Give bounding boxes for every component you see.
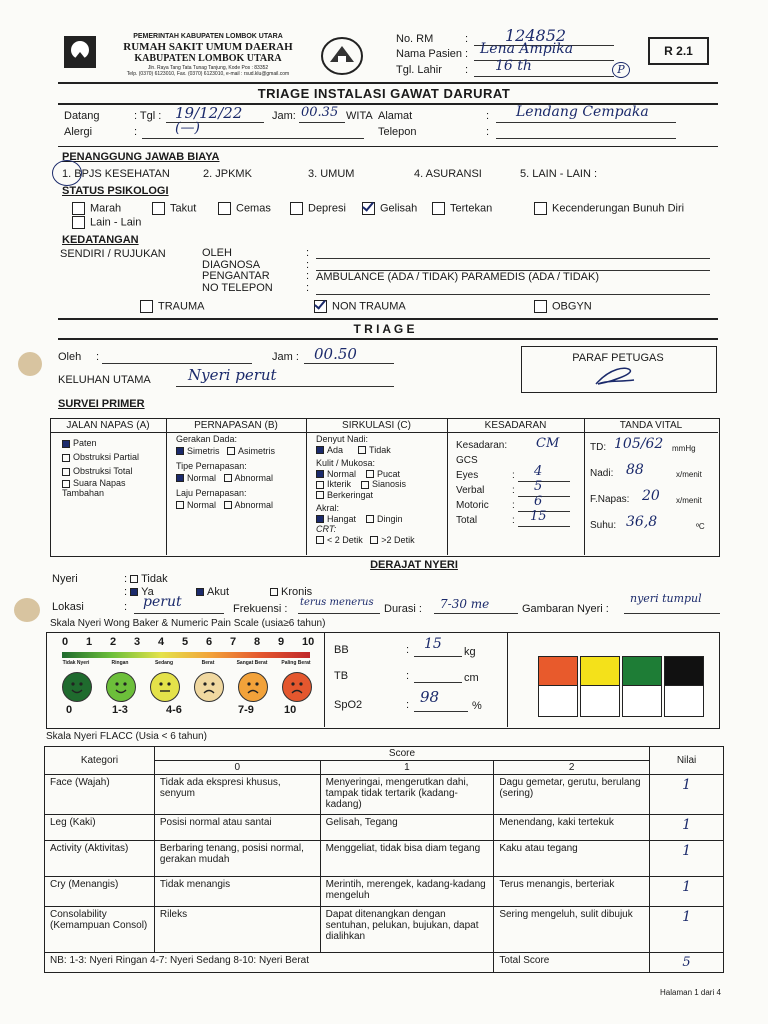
tipe-pernapasan-label: Tipe Pernapasan: — [176, 461, 247, 471]
pain-category-label: Ringan — [111, 660, 129, 666]
checkbox-icon[interactable] — [432, 202, 445, 215]
pain-category-label: Tidak Nyeri — [62, 660, 90, 666]
pengantar-text: AMBULANCE (ADA / TIDAK) PARAMEDIS (ADA / TIDAK) — [316, 271, 600, 283]
td-value[interactable]: 105/62 — [614, 436, 664, 452]
flacc-nilai[interactable]: 1 — [650, 775, 724, 815]
flacc-kategori: Activity (Aktivitas) — [45, 841, 155, 877]
pain-face-icon[interactable] — [238, 672, 268, 702]
jalan-napas-paten[interactable]: Paten — [62, 436, 157, 450]
frekuensi-value[interactable]: terus menerus — [300, 597, 374, 608]
flacc-s0: Tidak menangis — [154, 877, 320, 907]
hospital-region: KABUPATEN LOMBOK UTARA — [134, 53, 282, 64]
pain-face-icon[interactable] — [282, 672, 312, 702]
psikologi-lain[interactable]: Lain - Lain — [72, 216, 141, 229]
regency-logo — [62, 34, 98, 70]
flacc-s1: Gelisah, Tegang — [320, 815, 494, 841]
tipe-normal[interactable]: Normal — [176, 473, 216, 483]
page-footer: Halaman 1 dari 4 — [660, 988, 721, 997]
checkbox-icon[interactable] — [152, 202, 165, 215]
checkbox-icon[interactable] — [534, 300, 547, 313]
flacc-s0: Tidak ada ekspresi khusus, senyum — [154, 775, 320, 815]
spo2-value[interactable]: 98 — [420, 688, 440, 706]
checkbox-checked-icon[interactable] — [362, 202, 375, 215]
checkbox-icon[interactable] — [366, 470, 374, 478]
no-telepon-label: NO TELEPON — [202, 281, 273, 294]
checkbox-icon[interactable] — [62, 468, 70, 476]
checkbox-icon[interactable] — [361, 481, 369, 489]
checkbox-checked-icon[interactable] — [316, 446, 324, 454]
verbal-value[interactable]: 5 — [534, 479, 543, 494]
gambaran-label: Gambaran Nyeri : — [522, 603, 609, 615]
pain-category-row — [54, 660, 320, 670]
form-code: R 2.1 — [648, 37, 709, 65]
flacc-head-score: Score — [154, 747, 649, 761]
case-trauma[interactable]: TRAUMA — [140, 300, 204, 313]
pain-face-icon[interactable] — [194, 672, 224, 702]
flacc-score-0: 0 — [154, 761, 320, 775]
triage-color-empty-cell[interactable] — [622, 685, 662, 717]
pain-scale-title: Skala Nyeri Wong Baker & Numeric Pain Scale (usia≥6 tahun) — [50, 618, 326, 629]
checkbox-checked-icon[interactable] — [176, 447, 184, 455]
flacc-total-label: Total Score — [494, 953, 650, 973]
punch-hole — [14, 598, 40, 622]
pain-faces-row — [54, 672, 320, 704]
penanggung-option-jpkmk[interactable]: 2. JPKMK — [203, 168, 252, 180]
datang-label: Datang — [64, 110, 100, 122]
psikologi-cemas[interactable]: Cemas — [218, 202, 271, 215]
flacc-score-2: 2 — [494, 761, 650, 775]
checkbox-checked-icon[interactable] — [316, 470, 324, 478]
triage-form-page: PEMERINTAH KABUPATEN LOMBOK UTARA RUMAH SAKIT UMUM DAERAH KABUPATEN LOMBOK UTARA Jln. Raya Tang Tata Tunag Tanjung, Kode Pos : 83352 Telp. (0370) 6123010, Fax. (0370) 6123010, e-mail : rsud.klu@gmail.com No. RM : 124852 Nama Pasien : Lena Ampika Tgl. Lahir : 16 th P R 2.1 TRIAGE INSTALASI GAWAT DARURAT Datang : Tgl : 19/12/22 Jam: 00.35 WITA Alamat : Lendang Cempaka Alergi : (—) Telepon : PENANGGUNG JAWAB BIAYA 1. BPJS KESEHATAN 2. JPKMK 3. UMUM 4. ASURANSI 5. LAIN - LAIN : STATUS PSIKOLOGI Marah Takut Cemas Depresi Gelisah Tertekan Kecenderungan Bunuh Diri Lain - Lain KEDATANGAN SENDIRI / RUJUKAN OLEH DIAGNOSA PENGANTAR NO TELEPON : : : : AMBULANCE (ADA / TIDAK) PARAMEDIS (ADA / TIDAK) TRAUMA NON TRAUMA OBGYN T R I A G E Oleh : Jam : 00.50 KELUHAN UTAMA Nyeri perut PARAF PETUGAS SURVEI PRIMER JALAN NAPAS (A) PERNAPASAN (B) SIRKULASI (C) KESADARAN TANDA VITAL Paten Obstruksi Partial Obstruksi Total Suara Napas Tambahan Gerakan Dada: Simetris Asimetris Tipe Pernapasan: Normal Abnormal Laju Pernapasan: Normal Abnormal Denyut Nadi: Ada Tidak Kulit / Mukosa: Normal Pucat Ikterik Sianosis Berkeringat Akral: Hangat Dingin CRT: < 2 Detik >2 Detik Kesadaran: CM GCS Eyes : 4 Verbal : 5 Motoric : 6 Total : 15 TD: 105/62 mmHg Nadi: 88 x/menit F.Napas: 20 x/menit Suhu: 36,8 ºC DERAJAT NYERI Nyeri : Tidak : Ya Akut Kronis Lokasi : perut Frekuensi : terus menerus Durasi : 7-30 me Gambaran Nyeri : nyeri tumpul Skala Nyeri Wong Baker & Numeric Pain Scale (usia≥6 tahun) 0 1 2 3 4 5 6 7 8 9 10 Tidak Nyeri Ringan Sedang Berat Sangat Berat Paling Berat 0 1-3 4-6 7-9 10 BB : 15 kg TB : cm SpO2 : 98 % Skala Nyeri FLACC (Usia < 6 tahun) Kategori Score Nilai 0 1 2 Face (Wajah) Tidak ada ekspresi khusus, senyum Menyeringai, mengerutkan dahi, tampak tidak tertarik (kadang-kadang) Dagu gemetar, gerutu, berulang (sering) 1 Leg (Kaki) Posisi normal atau santai Gelisah, Tegang Menendang, kaki tertekuk 1 Activity (Aktivitas) Berbaring tenang, posisi normal, gerakan mudah Menggeliat, tidak bisa diam tegang Kaku atau tegang 1 Cry (Menangis) Tidak menangis Merintih, merengek, kadang-kadang mengeluh Terus menangis, berteriak 1 Consolability (Kemampuan Consol) Rileks Dapat ditenangkan dengan sentuhan, pelukan, bujukan, dapat dialihkan Sering mengeluh, sulit dibujuk 1 NB: 1-3: Nyeri Ringan 4-7: Nyeri Sedang 8-10: Nyeri Berat Total Score 5 Halaman 1 dari 4 — [0, 0, 768, 1024]
checkbox-checked-icon[interactable] — [130, 588, 138, 596]
alamat-label: Alamat — [378, 110, 413, 122]
tipe-abnormal[interactable]: Abnormal — [224, 473, 274, 483]
checkbox-icon[interactable] — [534, 202, 547, 215]
flacc-nilai[interactable]: 1 — [650, 907, 724, 953]
triage-heading: T R I A G E — [353, 322, 415, 336]
gambaran-value[interactable]: nyeri tumpul — [630, 592, 702, 605]
psikologi-bunuh-diri[interactable]: Kecenderungan Bunuh Diri — [534, 202, 684, 215]
checkbox-icon[interactable] — [366, 515, 374, 523]
pain-range-label: 10 — [284, 704, 297, 716]
pain-number[interactable]: 8 — [254, 636, 261, 648]
psikologi-marah[interactable]: Marah — [72, 202, 121, 215]
jam-triage-label: Jam : — [272, 351, 299, 363]
col-kesadaran: KESADARAN — [484, 420, 547, 431]
nama-pasien-value[interactable]: Lena Ampika — [480, 41, 574, 57]
flacc-kategori: Cry (Menangis) — [45, 877, 155, 907]
pain-number-scale — [62, 636, 315, 650]
kulit-ikterik[interactable]: Ikterik — [316, 479, 351, 489]
pain-face-icon[interactable] — [62, 672, 92, 702]
flacc-s0: Posisi normal atau santai — [154, 815, 320, 841]
kulit-berkeringat[interactable]: Berkeringat — [316, 490, 444, 501]
checkbox-checked-icon[interactable] — [176, 474, 184, 482]
frekuensi-label: Frekuensi : — [233, 603, 288, 615]
col-pernapasan: PERNAPASAN (B) — [194, 420, 278, 431]
checkbox-checked-icon[interactable] — [196, 588, 204, 596]
kulit-label: Kulit / Mukosa: — [316, 458, 376, 468]
pain-face-icon[interactable] — [150, 672, 180, 702]
spo2-label: SpO2 — [334, 699, 363, 711]
checkbox-icon[interactable] — [270, 588, 278, 596]
flacc-s2: Kaku atau tegang — [494, 841, 650, 877]
pain-number[interactable]: 4 — [158, 636, 165, 648]
checkbox-icon[interactable] — [130, 575, 138, 583]
sex-value[interactable]: P — [612, 62, 630, 78]
kedatangan-heading: KEDATANGAN — [62, 234, 139, 246]
durasi-value[interactable]: 7-30 me — [440, 597, 490, 611]
checkbox-icon[interactable] — [72, 202, 85, 215]
triage-color-cell[interactable] — [622, 656, 662, 686]
survei-heading: SURVEI PRIMER — [58, 398, 145, 410]
table-row — [45, 907, 724, 953]
nyeri-kronis[interactable]: Kronis — [281, 586, 313, 598]
penanggung-option-bpjs[interactable]: 1. BPJS KESEHATAN — [62, 168, 170, 180]
checkbox-icon[interactable] — [62, 454, 70, 462]
triage-color-cell[interactable] — [538, 656, 578, 686]
table-row — [45, 841, 724, 877]
akral-label: Akral: — [316, 503, 340, 513]
nadi-row: Nadi: 88 x/menit — [590, 462, 702, 479]
oleh-triage-label: Oleh — [58, 351, 82, 363]
sendiri-rujukan[interactable]: SENDIRI / RUJUKAN — [60, 248, 166, 260]
alamat-value[interactable]: Lendang Cempaka — [516, 104, 649, 120]
checkbox-icon[interactable] — [218, 202, 231, 215]
nyeri-tidak[interactable]: Tidak — [141, 573, 168, 585]
psikologi-gelisah[interactable]: Gelisah — [362, 202, 417, 215]
bb-value[interactable]: 15 — [424, 636, 442, 652]
verbal-row: Verbal : 5 — [456, 485, 580, 500]
oleh-label: OLEH — [202, 247, 232, 259]
pain-range-label: 1-3 — [112, 704, 128, 716]
denyut-nadi-label: Denyut Nadi: — [316, 434, 369, 444]
jam-datang-value[interactable]: 00.35 — [301, 105, 339, 120]
flacc-score-1: 1 — [320, 761, 494, 775]
checkbox-icon[interactable] — [316, 536, 324, 544]
napas-unit: x/menit — [676, 496, 702, 505]
checkbox-icon[interactable] — [358, 446, 366, 454]
pain-number[interactable]: 2 — [110, 636, 117, 648]
checkbox-icon[interactable] — [227, 447, 235, 455]
case-non-trauma[interactable]: NON TRAUMA — [314, 300, 406, 313]
lokasi-value[interactable]: perut — [143, 594, 182, 610]
napas-value[interactable]: 20 — [642, 488, 660, 504]
nadi-ada[interactable]: Ada — [316, 445, 343, 455]
triage-color-grid — [538, 656, 706, 716]
pain-number[interactable]: 7 — [230, 636, 237, 648]
suhu-value[interactable]: 36,8 — [626, 514, 658, 530]
flacc-s1: Menyeringai, mengerutkan dahi, tampak tidak tertarik (kadang-kadang) — [320, 775, 494, 815]
kulit-normal[interactable]: Normal — [316, 469, 356, 479]
flacc-s2: Menendang, kaki tertekuk — [494, 815, 650, 841]
crt-lebih-2[interactable]: >2 Detik — [370, 535, 414, 545]
hospital-address: Jln. Raya Tang Tata Tunag Tanjung, Kode Pos : 83352 — [147, 65, 269, 71]
nyeri-akut[interactable]: Akut — [207, 586, 230, 598]
keluhan-label: KELUHAN UTAMA — [58, 374, 151, 386]
checkbox-icon[interactable] — [224, 474, 232, 482]
triage-color-empty-cell[interactable] — [664, 685, 704, 717]
table-row — [45, 953, 724, 973]
punch-hole — [18, 352, 42, 376]
hospital-contact: Telp. (0370) 6123010, Fax. (0370) 6123010, e-mail : rsud.klu@gmail.com — [126, 71, 290, 77]
jalan-napas-obstruksi-total[interactable]: Obstruksi Total — [62, 464, 157, 478]
telepon-label: Telepon — [378, 126, 417, 138]
signature-mark-icon — [590, 362, 640, 393]
table-row — [45, 877, 724, 907]
flacc-s1: Menggeliat, tidak bisa diam tegang — [320, 841, 494, 877]
checkbox-icon[interactable] — [290, 202, 303, 215]
gerakan-dada-label: Gerakan Dada: — [176, 434, 238, 444]
jam-triage-value[interactable]: 00.50 — [314, 345, 357, 363]
flacc-kategori: Leg (Kaki) — [45, 815, 155, 841]
tgl-datang-value[interactable]: 19/12/22 — [175, 104, 243, 122]
flacc-kategori: Consolability (Kemampuan Consol) — [45, 907, 155, 953]
nadi-value[interactable]: 88 — [626, 462, 644, 478]
pain-gradient-bar — [62, 652, 310, 658]
triage-color-cell[interactable] — [580, 656, 620, 686]
pain-category-label: Paling Berat — [281, 660, 311, 666]
spo2-unit: % — [472, 700, 482, 712]
flacc-head-kategori: Kategori — [45, 747, 155, 775]
checkbox-icon[interactable] — [316, 481, 324, 489]
psikologi-heading: STATUS PSIKOLOGI — [62, 185, 169, 197]
checkbox-icon[interactable] — [224, 501, 232, 509]
suhu-unit: ºC — [696, 522, 705, 531]
pain-range-label: 4-6 — [166, 704, 182, 716]
pain-number[interactable]: 10 — [302, 636, 315, 648]
suhu-row: Suhu: 36,8 ºC — [590, 514, 705, 531]
flacc-head-nilai: Nilai — [650, 747, 724, 775]
table-row — [45, 775, 724, 815]
checkbox-icon[interactable] — [140, 300, 153, 313]
table-row — [45, 815, 724, 841]
gerakan-simetris[interactable]: Simetris — [176, 446, 220, 456]
flacc-s2: Terus menangis, berteriak — [494, 877, 650, 907]
checkbox-icon[interactable] — [72, 216, 85, 229]
penanggung-heading: PENANGGUNG JAWAB BIAYA — [62, 151, 220, 163]
kesadaran-row: Kesadaran: CM — [456, 436, 560, 451]
col-jalan-napas: JALAN NAPAS (A) — [66, 420, 150, 431]
psikologi-tertekan[interactable]: Tertekan — [432, 202, 492, 215]
checkbox-icon[interactable] — [370, 536, 378, 544]
akral-dingin[interactable]: Dingin — [366, 514, 403, 524]
kulit-pucat[interactable]: Pucat — [366, 469, 400, 479]
laju-normal[interactable]: Normal — [176, 500, 216, 510]
motoric-value[interactable]: 6 — [534, 494, 543, 509]
psikologi-takut[interactable]: Takut — [152, 202, 196, 215]
flacc-s2: Dagu gemetar, gerutu, berulang (sering) — [494, 775, 650, 815]
tgl-label: : Tgl : — [134, 110, 162, 122]
laju-abnormal[interactable]: Abnormal — [224, 500, 274, 510]
pain-number[interactable]: 6 — [206, 636, 213, 648]
pain-number[interactable]: 3 — [134, 636, 141, 648]
flacc-s0: Berbaring tenang, posisi normal, gerakan mudah — [154, 841, 320, 877]
col-sirkulasi: SIRKULASI (C) — [342, 420, 411, 431]
penanggung-option-asuransi[interactable]: 4. ASURANSI — [414, 168, 482, 180]
alergi-label: Alergi — [64, 126, 93, 138]
motoric-row: Motoric : 6 — [456, 500, 580, 515]
pain-category-label: Sangat Berat — [236, 660, 268, 666]
laju-pernapasan-label: Laju Pernapasan: — [176, 488, 247, 498]
jalan-napas-suara-tambahan[interactable]: Suara Napas Tambahan — [62, 478, 126, 498]
flacc-s2: Sering mengeluh, sulit dibujuk — [494, 907, 650, 953]
no-rm-label: No. RM — [396, 33, 434, 45]
tb-unit: cm — [464, 672, 479, 684]
alergi-value[interactable]: (—) — [175, 120, 200, 136]
checkbox-checked-icon[interactable] — [62, 440, 70, 448]
gcs-row: GCS — [456, 455, 478, 466]
gov-name: PEMERINTAH KABUPATEN LOMBOK UTARA — [133, 33, 283, 40]
bb-unit: kg — [464, 646, 476, 658]
total-gcs-value[interactable]: 15 — [530, 509, 547, 524]
pain-number[interactable]: 0 — [62, 636, 69, 648]
pain-category-label: Sedang — [154, 660, 174, 666]
form-title: TRIAGE INSTALASI GAWAT DARURAT — [257, 86, 511, 101]
hospital-emblem — [320, 36, 364, 76]
flacc-nilai[interactable]: 1 — [650, 877, 724, 907]
no-rm-value[interactable]: 124852 — [505, 26, 567, 45]
checkbox-icon[interactable] — [176, 501, 184, 509]
flacc-total-value[interactable]: 5 — [650, 953, 724, 973]
flacc-title: Skala Nyeri FLACC (Usia < 6 tahun) — [46, 731, 207, 742]
bpjs-selected-circle — [52, 160, 82, 186]
diagnosa-label: DIAGNOSA — [202, 258, 261, 271]
td-unit: mmHg — [672, 444, 696, 453]
checkbox-checked-icon[interactable] — [316, 515, 324, 523]
checkbox-checked-icon[interactable] — [314, 300, 327, 313]
crt-kurang-2[interactable]: < 2 Detik — [316, 535, 363, 545]
nyeri-ya[interactable]: Ya — [141, 586, 154, 598]
tgl-lahir-label: Tgl. Lahir — [396, 64, 442, 76]
tb-label: TB — [334, 670, 349, 682]
paraf-label: PARAF PETUGAS — [572, 352, 664, 364]
nyeri-heading: DERAJAT NYERI — [370, 559, 458, 571]
td-row: TD: 105/62 mmHg — [590, 436, 696, 453]
penanggung-option-lain[interactable]: 5. LAIN - LAIN : — [520, 168, 598, 180]
flacc-nilai[interactable]: 1 — [650, 841, 724, 877]
eyes-value[interactable]: 4 — [534, 464, 543, 479]
checkbox-icon[interactable] — [316, 491, 324, 499]
checkbox-icon[interactable] — [62, 480, 70, 488]
wita-label: WITA — [346, 110, 373, 122]
jalan-napas-obstruksi-partial[interactable]: Obstruksi Partial — [62, 450, 157, 464]
pain-range-row — [54, 704, 320, 718]
pain-number[interactable]: 9 — [278, 636, 285, 648]
pengantar-label: PENGANTAR — [202, 270, 270, 282]
case-obgyn[interactable]: OBGYN — [534, 300, 592, 313]
pain-category-label: Berat — [201, 660, 215, 666]
keluhan-value[interactable]: Nyeri perut — [188, 366, 277, 384]
flacc-s1: Merintih, merengek, kadang-kadang mengeluh — [320, 877, 494, 907]
kulit-sianosis[interactable]: Sianosis — [361, 479, 406, 489]
flacc-s0: Rileks — [154, 907, 320, 953]
nadi-tidak[interactable]: Tidak — [358, 445, 391, 455]
total-gcs-row: Total : 15 — [456, 515, 580, 530]
kesadaran-value[interactable]: CM — [536, 436, 560, 451]
penanggung-option-umum[interactable]: 3. UMUM — [308, 168, 355, 180]
bb-label: BB — [334, 644, 349, 656]
akral-hangat[interactable]: Hangat — [316, 514, 356, 524]
pain-range-label: 0 — [66, 704, 73, 716]
flacc-kategori: Face (Wajah) — [45, 775, 155, 815]
nama-pasien-label: Nama Pasien — [396, 48, 463, 60]
durasi-label: Durasi : — [384, 603, 422, 615]
hospital-name: RUMAH SAKIT UMUM DAERAH — [123, 41, 293, 53]
eyes-row: Eyes : 4 — [456, 470, 580, 485]
triage-color-cell[interactable] — [664, 656, 704, 686]
col-tanda-vital: TANDA VITAL — [619, 420, 683, 431]
crt-label: CRT: — [316, 524, 337, 534]
pain-number[interactable]: 5 — [182, 636, 189, 648]
jam-label: Jam: — [272, 110, 296, 122]
pain-number[interactable]: 1 — [86, 636, 93, 648]
pain-face-icon[interactable] — [106, 672, 136, 702]
triage-color-empty-cell[interactable] — [580, 685, 620, 717]
nadi-unit: x/menit — [676, 470, 702, 479]
tgl-lahir-value[interactable]: 16 th — [495, 58, 532, 74]
nyeri-label: Nyeri — [52, 573, 78, 585]
flacc-table — [44, 746, 724, 973]
flacc-s1: Dapat ditenangkan dengan sentuhan, pelukan, bujukan, dapat dialihkan — [320, 907, 494, 953]
gerakan-asimetris[interactable]: Asimetris — [227, 446, 275, 456]
flacc-nb: NB: 1-3: Nyeri Ringan 4-7: Nyeri Sedang 8-10: Nyeri Berat — [45, 953, 494, 973]
pain-range-label: 7-9 — [238, 704, 254, 716]
psikologi-depresi[interactable]: Depresi — [290, 202, 346, 215]
lokasi-label: Lokasi — [52, 601, 84, 613]
triage-color-empty-cell[interactable] — [538, 685, 578, 717]
napas-row: F.Napas: 20 x/menit — [590, 488, 702, 505]
flacc-nilai[interactable]: 1 — [650, 815, 724, 841]
